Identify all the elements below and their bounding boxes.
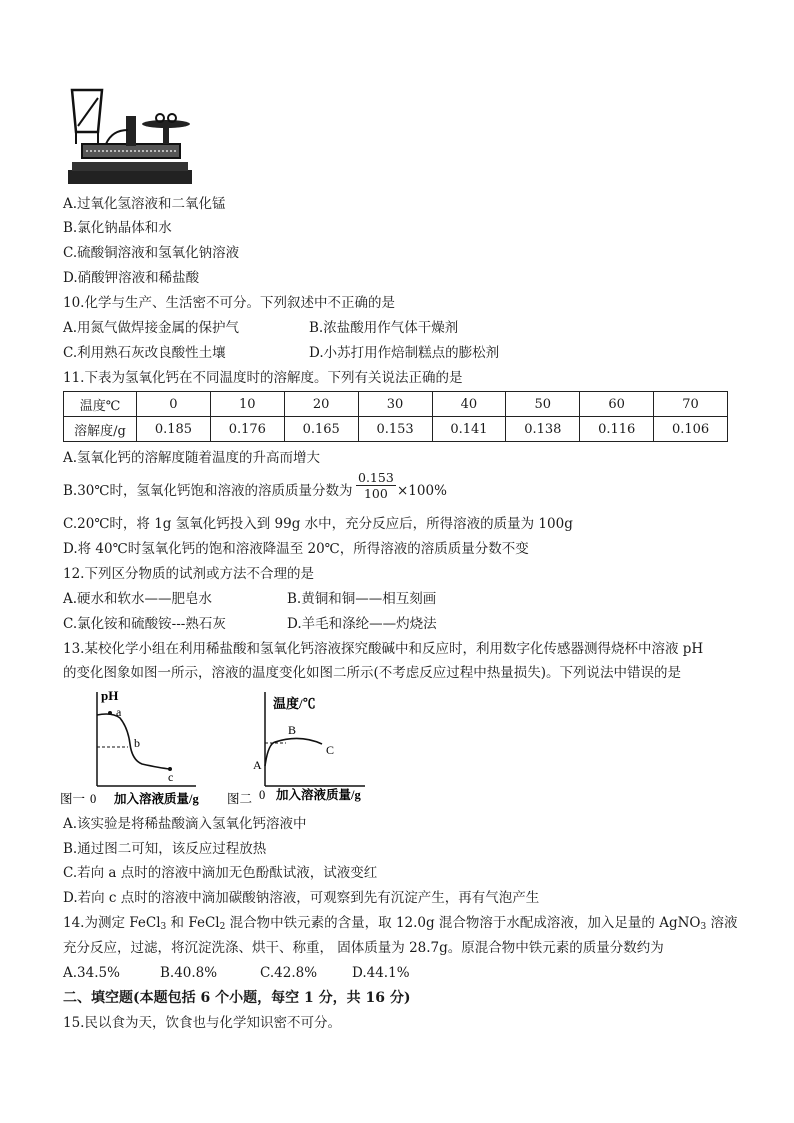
graph-two-caption: 图二: [227, 792, 253, 806]
table-cell: 70: [654, 392, 728, 417]
q13-option-c: C.若向 a 点时的溶液中滴加无色酚酞试液，试液变红: [63, 865, 378, 881]
graph-one-y-label: pH: [101, 688, 119, 703]
q14-option-c: C.42.8%: [260, 965, 318, 981]
point-B-label: B: [288, 723, 297, 737]
table-row: [64, 392, 728, 417]
q11-stem: 11.下表为氢氧化钙在不同温度时的溶解度。下列有关说法正确的是: [63, 370, 463, 386]
q12-option-a: A.硬水和软水——肥皂水: [63, 591, 213, 607]
q14-stem-line2: 充分反应，过滤，将沉淀洗涤、烘干、称重， 固体质量为 28.7g。原混合物中铁元素的质量分数约为: [63, 940, 664, 956]
table-cell: 0: [137, 392, 211, 417]
table-cell: 60: [580, 392, 654, 417]
table-cell: 0.138: [506, 417, 580, 442]
graph-two-x-label: 加入溶液质量/g: [276, 788, 361, 802]
q11-option-a: A.氢氧化钙的溶解度随着温度的升高而增大: [63, 450, 321, 466]
graph-one-caption: 图一: [60, 792, 86, 806]
table-cell: 0.185: [137, 417, 211, 442]
q13-option-b: B.通过图二可知，该反应过程放热: [63, 841, 267, 857]
q10-option-d: D.小苏打用作焙制糕点的膨松剂: [309, 345, 500, 361]
q12-option-b: B.黄铜和铜——相互刻画: [287, 591, 437, 607]
q11-option-b-fraction: [356, 470, 396, 501]
point-C-label: C: [326, 743, 335, 757]
table-cell: 0.116: [580, 417, 654, 442]
table-cell: 20: [284, 392, 358, 417]
balance-illustration: [62, 86, 197, 188]
graph-two: [227, 692, 365, 806]
q13-stem-line1: 13.某校化学小组在利用稀盐酸和氢氧化钙溶液探究酸碱中和反应时，利用数字化传感器测得烧杯中溶液 pH: [63, 641, 704, 657]
q11-option-d: D.将 40℃时氢氧化钙的饱和溶液降温至 20℃，所得溶液的溶质质量分数不变: [63, 541, 529, 557]
table-cell: 10: [210, 392, 284, 417]
section-two-title: 二、填空题(本题包括 6 个小题，每空 1 分，共 16 分): [63, 990, 411, 1006]
q13-option-d: D.若向 c 点时的溶液中滴加碳酸钠溶液，可观察到先有沉淀产生，再有气泡产生: [63, 890, 540, 906]
q14-option-d: D.44.1%: [352, 965, 410, 981]
q14-option-b: B.40.8%: [160, 965, 218, 981]
graph-two-origin: 0: [259, 788, 266, 802]
q13-graphs: [60, 686, 380, 806]
q10-stem: 10.化学与生产、生活密不可分。下列叙述中不正确的是: [63, 295, 395, 311]
fraction-denominator: 100: [363, 486, 388, 501]
graph-one-x-label: 加入溶液质量/g: [114, 792, 199, 806]
q10-option-b: B.浓盐酸用作气体干燥剂: [309, 320, 459, 336]
q13-option-a: A.该实验是将稀盐酸滴入氢氧化钙溶液中: [63, 816, 307, 832]
table-cell: 0.141: [432, 417, 506, 442]
q9-option-c: C.硫酸铜溶液和氢氧化钠溶液: [63, 245, 240, 261]
fraction-numerator: 0.153: [358, 470, 394, 485]
point-A-label: A: [253, 758, 262, 772]
q11-option-c: C.20℃时，将 1g 氢氧化钙投入到 99g 水中，充分反应后，所得溶液的质量为 100g: [63, 516, 573, 532]
point-b-label: b: [134, 736, 140, 750]
table-cell: 0.153: [358, 417, 432, 442]
table-row-label: 温度℃: [64, 392, 137, 417]
q9-option-b: B.氯化钠晶体和水: [63, 220, 172, 236]
q12-stem: 12.下列区分物质的试剂或方法不合理的是: [63, 566, 314, 582]
graph-one-origin: 0: [90, 792, 97, 806]
table-cell: 0.106: [654, 417, 728, 442]
q9-option-d: D.硝酸钾溶液和稀盐酸: [63, 270, 200, 286]
table-cell: 30: [358, 392, 432, 417]
q11-option-b-suffix: ×100%: [397, 483, 447, 499]
solubility-table: [63, 391, 728, 442]
point-a-label: a: [116, 705, 122, 719]
q10-option-c: C.利用熟石灰改良酸性土壤: [63, 345, 226, 361]
q12-option-c: C.氯化铵和硫酸铵---熟石灰: [63, 616, 226, 632]
q11-option-b-prefix: B.30℃时，氢氧化钙饱和溶液的溶质质量分数为: [63, 483, 353, 499]
table-cell: 40: [432, 392, 506, 417]
q10-option-a: A.用氮气做焊接金属的保护气: [63, 320, 240, 336]
q9-option-a: A.过氧化氢溶液和二氧化锰: [63, 196, 226, 212]
q15-stem: 15.民以食为天，饮食也与化学知识密不可分。: [63, 1015, 341, 1031]
q12-option-d: D.羊毛和涤纶——灼烧法: [287, 616, 437, 632]
table-row-label: 溶解度/g: [64, 417, 137, 442]
point-c-label: c: [168, 770, 174, 784]
table-cell: 50: [506, 392, 580, 417]
q13-stem-line2: 的变化图象如图一所示，溶液的温度变化如图二所示(不考虑反应过程中热量损失)。下列说法中错误的是: [63, 665, 682, 681]
graph-one: [60, 688, 199, 806]
q14-option-a: A.34.5%: [63, 965, 120, 981]
table-row: [64, 417, 728, 442]
q14-stem-line1: 14.为测定 FeCl$_3$ 和 FeCl$_2$ 混合物中铁元素的含量，取 12.0g 混合物溶于水配成溶液，加入足量的 AgNO$_3$ 溶液: [63, 915, 738, 932]
table-cell: 0.176: [210, 417, 284, 442]
table-cell: 0.165: [284, 417, 358, 442]
graph-two-y-label: 温度/℃: [273, 696, 316, 711]
